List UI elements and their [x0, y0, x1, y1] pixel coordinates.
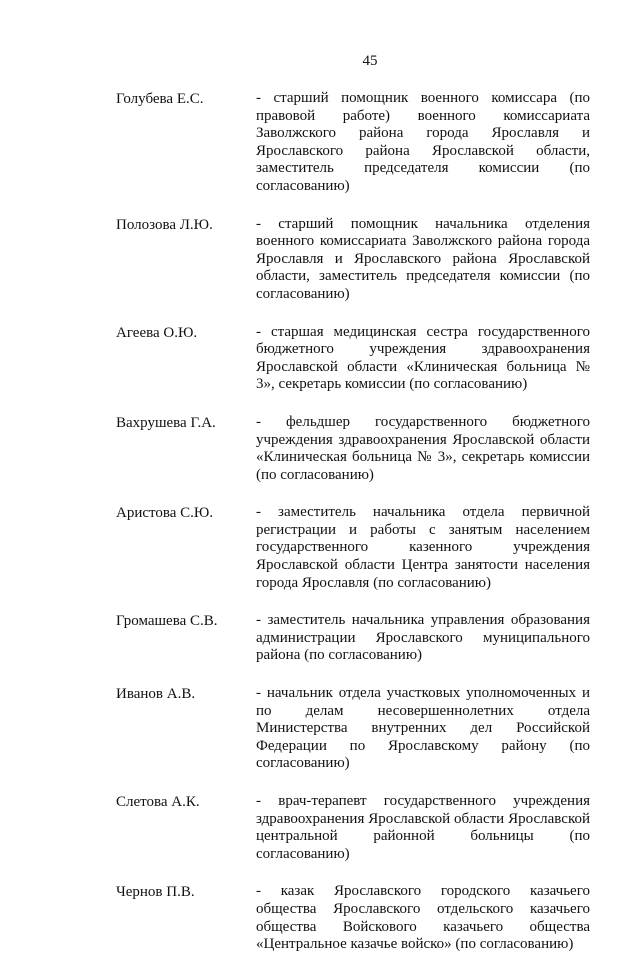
member-name: Иванов А.В. — [116, 686, 196, 703]
member-name: Слетова А.К. — [116, 794, 200, 810]
member-entry — [116, 504, 592, 592]
member-name: Полозова Л.Ю. — [116, 216, 213, 233]
member-position: - казак Ярославского городского казачьего общества Ярославского отдельского казачьего общества Войскового казачьего общества «Центральное казачье войско» (по согласованию) — [256, 883, 590, 953]
member-name: Чернов П.В. — [116, 884, 195, 901]
member-entry — [116, 216, 592, 304]
member-name: Громашева С.В. — [116, 613, 218, 630]
commission-members-list — [116, 90, 592, 974]
member-entry — [116, 324, 592, 394]
member-position: - врач-терапевт государственного учреждения здравоохранения Ярославской области Ярославской центральной районной больницы (по согласованию) — [256, 793, 590, 862]
member-position: - старший помощник начальника отделения военного комиссариата Заволжского района города Ярославля и Ярославского района Ярославской области, заместитель председателя комиссии (по согласованию) — [256, 215, 590, 302]
page-number: 45 — [362, 53, 378, 69]
member-position: - заместитель начальника управления образования администрации Ярославского муниципального района (по согласованию) — [256, 612, 590, 664]
member-name: Вахрушева Г.А. — [116, 414, 216, 431]
member-entry — [116, 612, 592, 665]
member-position: - заместитель начальника отдела первичной регистрации и работы с занятым населением государственного казенного учреждения Ярославской области Центра занятости населения города Ярославля (по согласованию) — [256, 504, 590, 591]
member-entry — [116, 90, 592, 196]
member-position: - фельдшер государственного бюджетного учреждения здравоохранения Ярославской области «Клиническая больница № 3», секретарь комиссии (по согласованию) — [256, 413, 590, 483]
member-name: Аристова С.Ю. — [116, 505, 214, 522]
member-position: - начальник отдела участковых уполномоченных и по делам несовершеннолетних отдела Министерства внутренних дел Российской Федерации по Ярославскому району (по согласованию) — [256, 685, 590, 772]
member-entry — [116, 793, 592, 863]
member-name: Голубева Е.С. — [116, 91, 204, 107]
member-entry — [116, 883, 592, 953]
member-entry — [116, 414, 592, 484]
member-position: - старший помощник военного комиссара (по правовой работе) военного комиссариата Заволжского района города Ярославля и Ярославского района Ярославской области, заместитель председателя комиссии (по согласованию) — [256, 90, 590, 194]
member-name: Агеева О.Ю. — [116, 324, 198, 341]
member-position: - старшая медицинская сестра государственного бюджетного учреждения здравоохранения Ярославской области «Клиническая больница № 3», секретарь комиссии (по согласованию) — [256, 323, 590, 393]
member-entry — [116, 685, 592, 773]
